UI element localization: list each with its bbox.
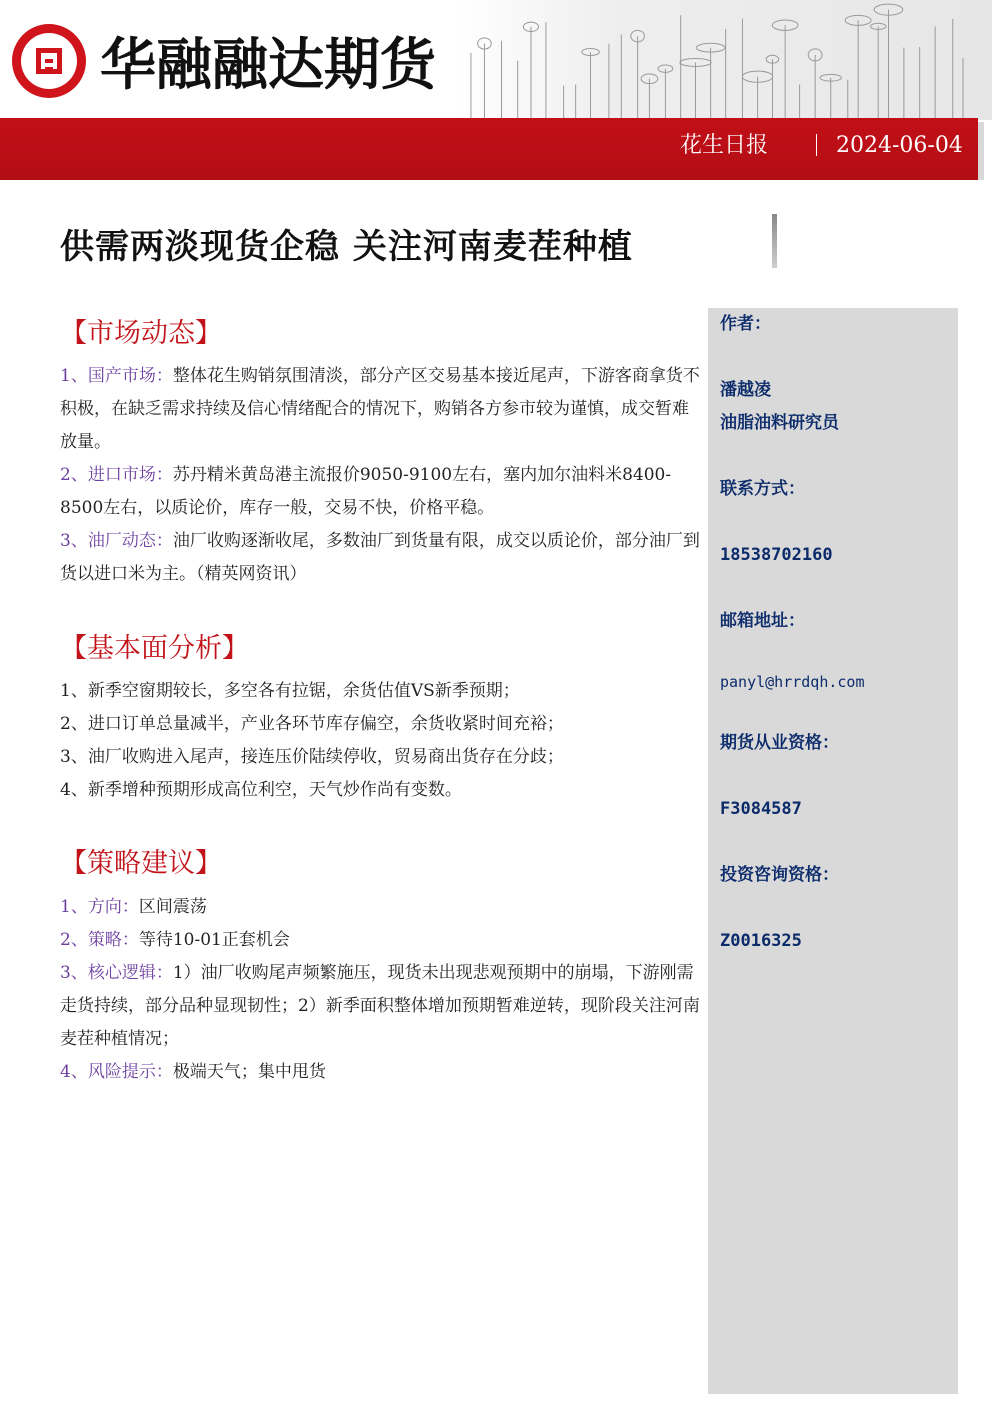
report-type: 花生日报 — [680, 133, 769, 158]
item-label: 2、策略： — [60, 930, 139, 950]
brand-name: 华融融达期货 — [100, 33, 436, 98]
author-label: 作者： — [720, 314, 771, 334]
strategy-item — [60, 1056, 700, 1089]
title-accent-bar — [772, 214, 777, 268]
item-text: 整体花生购销氛围清淡，部分产区交易基本接近尾声，下游客商拿货不积极，在缺乏需求持续及信心情绪配合的情况下，购销各方参市较为谨慎，成交暂难放量。 — [60, 366, 700, 452]
item-text: 极端天气；集中甩货 — [172, 1062, 326, 1082]
section-title-market: 【市场动态】 — [60, 318, 222, 349]
futures-cert-label: 期货从业资格： — [720, 733, 839, 753]
strategy-item — [60, 924, 700, 957]
futures-cert-number: F3084587 — [720, 799, 802, 819]
logo-emblem-icon — [36, 48, 62, 74]
fundamental-item: 1、新季空窗期较长，多空各有拉锯，余货估值VS新季预期； — [60, 681, 520, 701]
market-item — [60, 360, 700, 459]
page-title: 供需两淡现货企稳 关注河南麦茬种植 — [60, 227, 633, 267]
section-title-strategy: 【策略建议】 — [60, 848, 222, 879]
header-band — [0, 118, 978, 180]
author-role: 油脂油料研究员 — [720, 413, 839, 433]
item-label: 2、进口市场： — [60, 465, 173, 485]
author-sidebar — [708, 308, 958, 1394]
strategy-item — [60, 891, 700, 924]
section-title-fundamental: 【基本面分析】 — [60, 633, 249, 664]
invest-cert-label: 投资咨询资格： — [720, 865, 839, 885]
item-text: 油厂收购逐渐收尾，多数油厂到货量有限，成交以质论价，部分油厂到货以进口米为主。（精英网资讯） — [60, 531, 700, 584]
invest-cert-number: Z0016325 — [720, 931, 802, 951]
email-address[interactable]: panyl@hrrdqh.com — [720, 673, 865, 691]
item-text: 区间震荡 — [138, 897, 207, 917]
item-text: 苏丹精米黄岛港主流报价9050-9100左右，塞内加尔油料米8400-8500左右，以质论价，库存一般，交易不快，价格平稳。 — [60, 465, 672, 518]
header-separator — [816, 134, 817, 156]
company-logo — [12, 24, 86, 98]
fundamental-item: 3、油厂收购进入尾声，接连压价陆续停收，贸易商出货存在分歧； — [60, 747, 564, 767]
item-label: 1、国产市场： — [60, 366, 173, 386]
market-item — [60, 459, 700, 525]
header-band-shadow — [978, 122, 984, 180]
contact-label: 联系方式： — [720, 479, 805, 499]
fundamental-item: 4、新季增种预期形成高位利空，天气炒作尚有变数。 — [60, 780, 462, 800]
fundamental-item: 2、进口订单总量减半，产业各环节库存偏空，余货收紧时间充裕； — [60, 714, 564, 734]
header-decoration — [456, 0, 992, 120]
author-name: 潘越凌 — [720, 380, 771, 400]
email-label: 邮箱地址： — [720, 611, 805, 631]
item-label: 3、核心逻辑： — [60, 963, 173, 983]
phone-number: 18538702160 — [720, 545, 833, 565]
logo-ring — [21, 33, 77, 89]
item-label: 1、方向： — [60, 897, 139, 917]
item-label: 4、风险提示： — [60, 1062, 173, 1082]
market-item — [60, 525, 700, 591]
item-text: 等待10-01正套机会 — [138, 930, 290, 950]
item-text: 1）油厂收购尾声频繁施压，现货未出现悲观预期中的崩塌，下游刚需走货持续，部分品种显现韧性；2）新季面积整体增加预期暂难逆转，现阶段关注河南麦茬种植情况； — [60, 963, 700, 1049]
strategy-item — [60, 957, 700, 1056]
item-label: 3、油厂动态： — [60, 531, 173, 551]
report-date: 2024-06-04 — [836, 133, 963, 158]
